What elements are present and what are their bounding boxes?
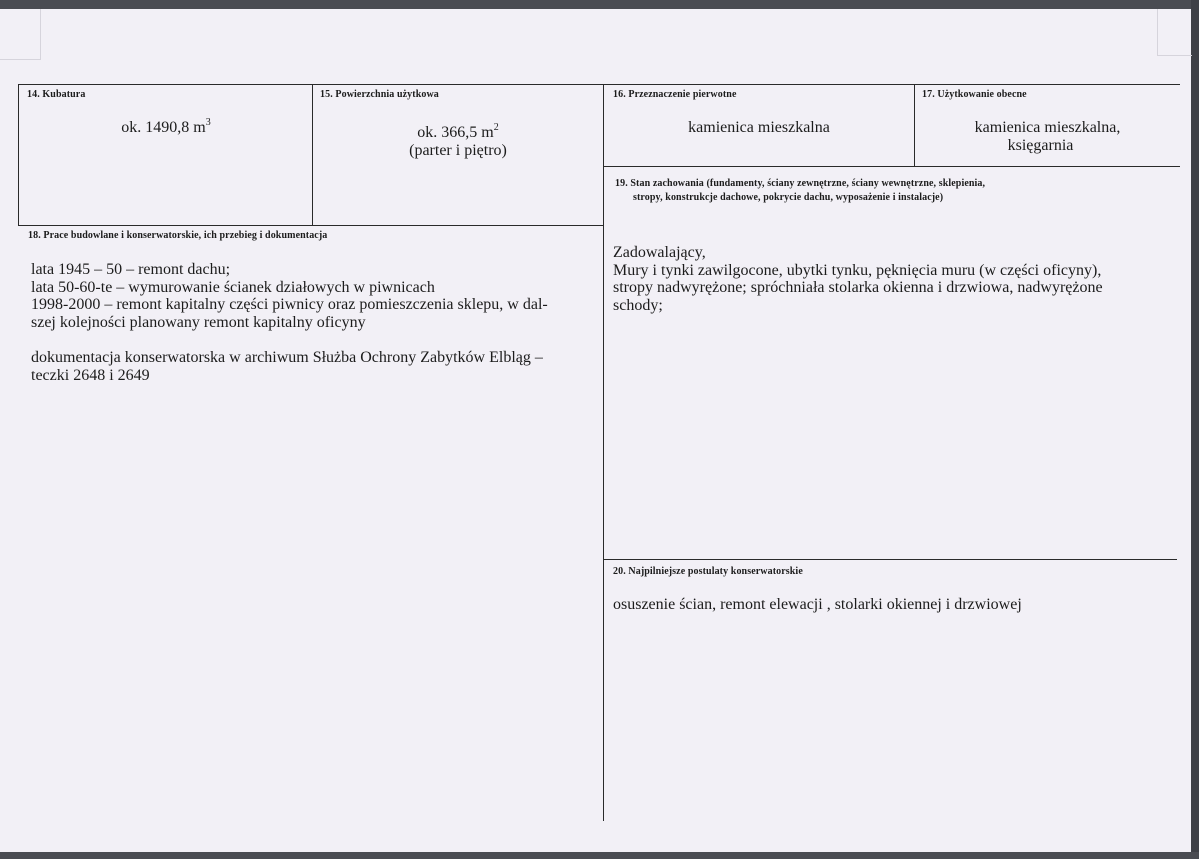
- kubatura-value-number: ok. 1490,8 m: [121, 119, 206, 136]
- scan-edge-right: [1191, 0, 1199, 859]
- postulaty-value: osuszenie ścian, remont elewacji , stolarki okiennej i drzwiowej: [613, 596, 1022, 613]
- grid-left-border: [18, 84, 19, 225]
- stan-line: Mury i tynki zawilgocone, ubytki tynku, pęknięcia muru (w części oficyny),: [613, 261, 1102, 279]
- prace-line: lata 50-60-te – wymurowanie ścianek działowych w piwnicach: [31, 278, 435, 296]
- grid-top-line: [18, 84, 1180, 85]
- prace-doc-line: teczki 2648 i 2649: [31, 366, 150, 384]
- prace-line: szej kolejności planowany remont kapitalny oficyny: [31, 313, 366, 331]
- grid-line-under-16-17: [603, 166, 1180, 167]
- uzytkowanie-value-line1: kamienica mieszkalna,: [974, 119, 1121, 136]
- uzytkowanie-header: 17. Użytkowanie obecne: [922, 89, 1027, 100]
- stan-line: stropy nadwyrężone; spróchniała stolarka okienna i drzwiowa, nadwyrężone: [613, 279, 1103, 296]
- stan-header-line1: 19. Stan zachowania (fundamenty, ściany zewnętrzne, ściany wewnętrzne, sklepienia,: [615, 178, 986, 189]
- prace-line: lata 1945 – 50 – remont dachu;: [31, 261, 231, 278]
- uzytkowanie-value: [915, 119, 1180, 155]
- prace-text: [31, 261, 597, 384]
- prace-line: 1998-2000 – remont kapitalny części piwnicy oraz pomieszczenia sklepu, w dal-: [31, 296, 548, 313]
- prace-paragraph-gap: [31, 331, 597, 349]
- grid-divider-15-16: [603, 84, 604, 821]
- powierzchnia-value: [313, 121, 603, 160]
- page-corner-mark-right: [1157, 9, 1192, 56]
- powierzchnia-value-note: (parter i piętro): [409, 142, 507, 159]
- stan-line: schody;: [613, 296, 663, 314]
- kubatura-value-exponent: 3: [205, 116, 211, 128]
- kubatura-header: 14. Kubatura: [27, 89, 86, 100]
- powierzchnia-value-exponent: 2: [493, 121, 499, 133]
- scan-edge-top: [0, 0, 1199, 9]
- kubatura-value: [20, 116, 312, 137]
- przeznaczenie-value: kamienica mieszkalna: [688, 119, 830, 136]
- postulaty-header: 20. Najpilniejsze postulaty konserwatorskie: [613, 566, 803, 577]
- stan-header-line2: stropy, konstrukcje dachowe, pokrycie dachu, wyposażenie i instalacje): [633, 192, 944, 203]
- powierzchnia-value-number: ok. 366,5 m: [417, 124, 494, 141]
- przeznaczenie-header: 16. Przeznaczenie pierwotne: [613, 89, 737, 100]
- scan-edge-bottom: [0, 852, 1199, 859]
- stan-text: [613, 244, 1173, 314]
- grid-line-under-14-15: [18, 225, 603, 226]
- grid-line-under-19: [603, 559, 1177, 560]
- prace-header: 18. Prace budowlane i konserwatorskie, ich przebieg i dokumentacja: [28, 230, 328, 241]
- prace-doc-line: dokumentacja konserwatorska w archiwum Służba Ochrony Zabytków Elbląg –: [31, 349, 543, 366]
- stan-header: [615, 177, 1175, 205]
- powierzchnia-header: 15. Powierzchnia użytkowa: [320, 89, 439, 100]
- page-corner-mark-left: [0, 9, 41, 60]
- stan-line: Zadowalający,: [613, 244, 706, 261]
- uzytkowanie-value-line2: księgarnia: [1007, 137, 1074, 154]
